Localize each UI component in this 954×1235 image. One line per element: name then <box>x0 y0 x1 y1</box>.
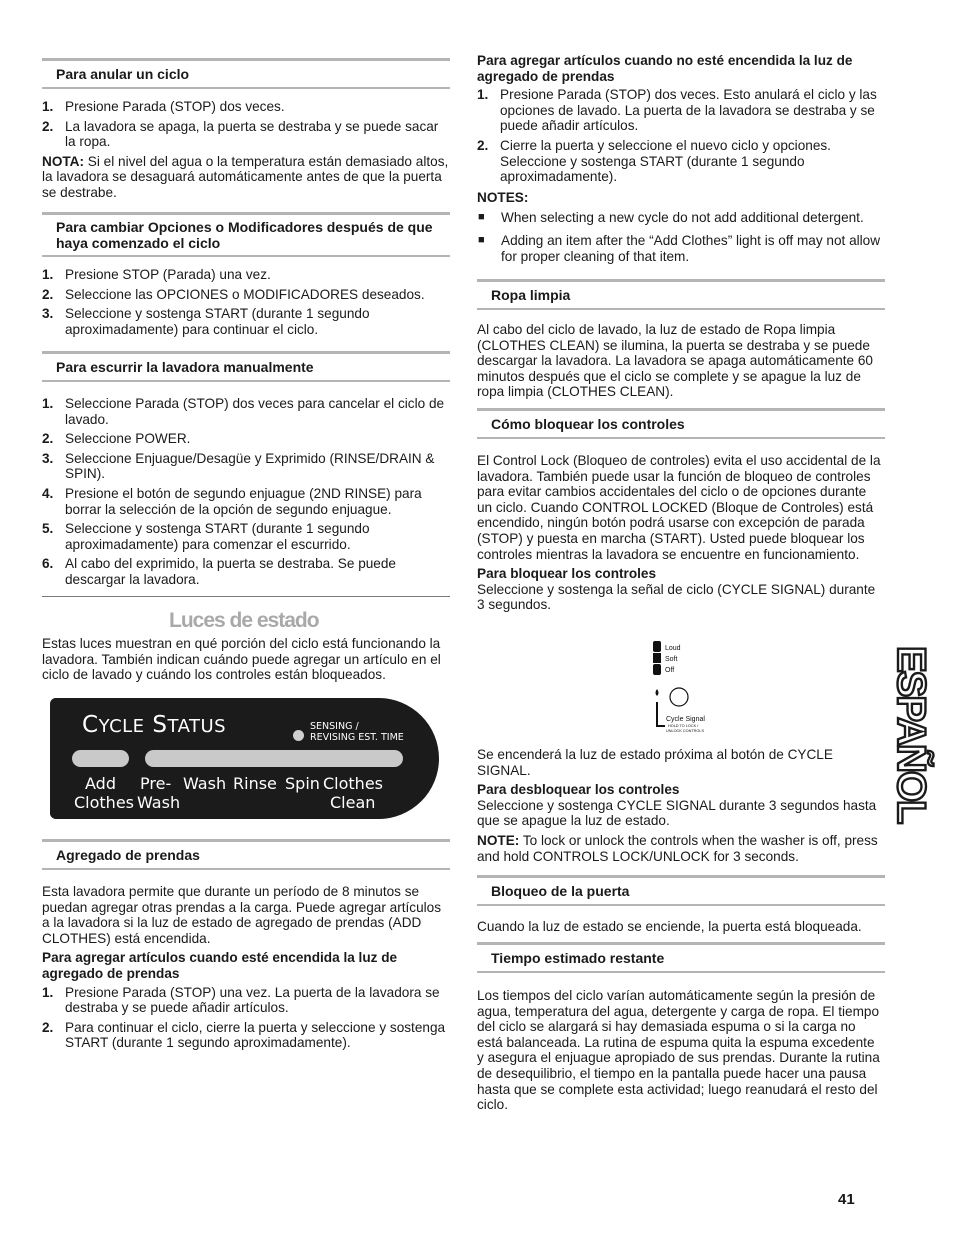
list-item: 1. Presione Parada (STOP) una vez. La puerta de la lavadora se destraba y se puede añadir artículos. <box>42 984 440 1016</box>
section-ropa <box>477 279 885 400</box>
label-clean: Clean <box>330 793 376 812</box>
list-item: 1. Seleccione Parada (STOP) dos veces para cancelar el ciclo de lavado. <box>42 396 445 427</box>
bloquear-sub1: Para bloquear los controles <box>477 566 657 582</box>
list-item: 1. Presione Parada (STOP) dos veces. <box>42 99 285 114</box>
section-title-anular: Para anular un ciclo <box>42 58 450 89</box>
cycle-status-title: CYCLE STATUS <box>82 712 227 738</box>
bloquear-note: NOTE: To lock or unlock the controls when the washer is off, press and hold CONTROLS LOCK/UNLOCK for 3 seconds. <box>477 832 878 864</box>
note-anular: NOTA: Si el nivel del agua o la temperatura están demasiado altos, la lavadora se desaguará automáticamente antes de que la puerta se destrabe. <box>42 153 449 200</box>
section-luces <box>42 596 450 683</box>
bloquear-text: El Control Lock (Bloqueo de controles) evita el uso accidental de la lavadora. También puede usar la función de bloqueo de controles para evitar cambios accidentales del ciclo o de opciones durante un ciclo. Cuando CONTROL LOCKED (Bloque de Controles) está encendido, ningún botón podrá usarse con excepción de parada (STOP) y puesta en marcha (START). Usted puede bloquear los controles mientras la lavadora se encuentre en funcionamiento. <box>477 453 881 562</box>
list-anular <box>42 99 450 150</box>
list-item: ■ When selecting a new cycle do not add additional detergent. <box>478 210 864 226</box>
list-item: 3. Seleccione y sostenga START (durante 1 segundo aproximadamente) para continuar el ciclo. <box>42 306 370 337</box>
section-title-escurrir: Para escurrir la lavadora manualmente <box>42 351 450 382</box>
cycle-progress-light <box>145 750 403 767</box>
section-title-agregado: Agregado de prendas <box>42 839 450 870</box>
bracket-line-icon <box>657 702 665 726</box>
label-add: Add <box>85 774 116 793</box>
add-clothes-light <box>72 750 129 767</box>
section-title-tiempo: Tiempo estimado restante <box>477 942 885 973</box>
list-item: 3. Seleccione Enjuague/Desagüe y Exprimido (RINSE/DRAIN & SPIN). <box>42 450 435 482</box>
cycle-signal-button-icon <box>670 688 688 706</box>
section-puerta <box>477 875 885 935</box>
espanol-tab-label: ESPAÑOL <box>889 646 933 823</box>
list-item: 6. Al cabo del exprimido, la puerta se destraba. Se puede descargar la lavadora. <box>42 556 396 587</box>
section-title-cambiar: Para cambiar Opciones o Modificadores después de que haya comenzado el ciclo <box>42 212 450 257</box>
notes-label: NOTES: <box>477 189 529 205</box>
list-item: 1. Presione Parada (STOP) dos veces. Esto anulará el ciclo y las opciones de lavado. La puerta de la lavadora se destraba y se puede añadir artículos. <box>477 87 877 134</box>
label-prewash: Wash <box>137 793 181 812</box>
hold-lock-label: HOLD TO LOCK / <box>668 724 699 728</box>
soft-indicator-icon <box>653 653 661 663</box>
label-wash: Wash <box>183 774 227 793</box>
sensing-label: SENSING / REVISING EST. TIME <box>310 721 404 743</box>
sensing-indicator-icon <box>293 730 304 741</box>
no-encendida-subhead: Para agregar artículos cuando no esté encendida la luz de agregado de prendas <box>477 53 853 84</box>
section-after-figure <box>477 747 885 864</box>
label-pre: Pre- <box>140 774 172 793</box>
agregado-text: Esta lavadora permite que durante un período de 8 minutos se puedan agregar otras prendas a la carga. Puede agregar artículos a la lavadora si la luz de estado de agregado de prendas (ADD CLOTHES) está encendida. <box>42 884 442 946</box>
list-no-encendida <box>477 87 885 185</box>
label-clothes-clean: Clothes <box>323 774 383 793</box>
puerta-text: Cuando la luz de estado se enciende, la puerta está bloqueada. <box>477 919 862 934</box>
cycle-signal-label: Cycle Signal <box>666 716 705 723</box>
list-item: 2. Seleccione las OPCIONES o MODIFICADORES deseados. <box>42 286 425 302</box>
bloquear-sub2-text: Seleccione y sostenga CYCLE SIGNAL durante 3 segundos hasta que se apague la luz de estado. <box>477 797 877 829</box>
label-rinse: Rinse <box>233 774 277 793</box>
section-title-luces: Luces de estado <box>169 609 319 632</box>
list-item: 4. Presione el botón de segundo enjuague (2ND RINSE) para borrar la selección de la opción de segundo enjuague. <box>42 485 422 517</box>
page-number: 41 <box>838 1191 855 1208</box>
list-item: 2. La lavadora se apaga, la puerta se destraba y se puede sacar la ropa. <box>42 118 439 150</box>
square-bullet-icon: ■ <box>478 211 485 224</box>
label-clothes: Clothes <box>74 793 134 812</box>
list-item: 2. Seleccione POWER. <box>42 431 191 447</box>
after-figure-text: Se encenderá la luz de estado próxima al botón de CYCLE SIGNAL. <box>477 747 833 778</box>
list-agregado <box>42 985 450 1051</box>
off-label: Off <box>665 667 675 674</box>
section-escurrir <box>42 351 450 588</box>
loud-label: Loud <box>665 645 681 652</box>
cycle-signal-figure <box>650 640 720 735</box>
tiempo-text: Los tiempos del ciclo varían automáticamente según la presión de agua, temperatura del agua, detergente y carga de ropa. El tiempo del ciclo se alargará si hay demasiada espuma o si la carga no está balanceada. La rutina de espuma quita la espuma excedente y asegura el enjuague apropiado de sus prendas. Durante la rutina de desequilibrio, el tiempo en la pantalla puede hacer una pausa hasta que se complete esta actividad; luego reanudará el resto del ciclo. <box>477 988 880 1113</box>
bloquear-sub1-text: Seleccione y sostenga la señal de ciclo (CYCLE SIGNAL) durante 3 segundos. <box>477 581 876 613</box>
section-anular <box>42 58 450 201</box>
language-side-tab <box>889 646 933 836</box>
list-item: 5. Seleccione y sostenga START (durante 1 segundo aproximadamente) para comenzar el escurrido. <box>42 521 370 552</box>
unlock-controls-label: UNLOCK CONTROLS <box>666 729 704 733</box>
bloquear-sub2: Para desbloquear los controles <box>477 782 680 798</box>
status-light-icon <box>656 689 659 696</box>
loud-indicator-icon <box>653 641 661 652</box>
square-bullet-icon: ■ <box>478 233 485 246</box>
list-item: 2. Cierre la puerta y seleccione el nuevo ciclo y opciones. Seleccione y sostenga START (durante 1 segundo aproximadamente). <box>477 137 831 185</box>
section-cambiar <box>42 212 450 337</box>
ropa-text: Al cabo del ciclo de lavado, la luz de estado de Ropa limpia (CLOTHES CLEAN) se ilumina, la puerta se destraba y se puede descargar la lavadora. La lavadora se apaga automáticamente 60 minutos después que el ciclo se complete y se apague la luz de ropa limpia (CLOTHES CLEAN). <box>477 322 873 400</box>
list-item: 2. Para continuar el ciclo, cierre la puerta y seleccione y sostenga START (durante 1 segundo aproximadamente). <box>42 1019 446 1051</box>
section-no-encendida <box>477 53 885 264</box>
soft-label: Soft <box>665 656 678 663</box>
list-item: 1. Presione STOP (Parada) una vez. <box>42 267 271 282</box>
list-cambiar <box>42 267 450 337</box>
off-indicator-icon <box>653 664 661 675</box>
cycle-status-panel <box>50 698 439 819</box>
agregado-subhead: Para agregar artículos cuando esté encendida la luz de agregado de prendas <box>42 950 398 981</box>
section-title-bloquear: Cómo bloquear los controles <box>477 408 885 439</box>
section-bloquear <box>477 408 885 613</box>
notes-list <box>477 210 885 264</box>
section-agregado <box>42 839 450 1051</box>
list-item: ■ Adding an item after the “Add Clothes” light is off may not allow for proper cleaning of that item. <box>478 232 881 264</box>
section-title-puerta: Bloqueo de la puerta <box>477 875 885 906</box>
luces-text: Estas luces muestran en qué porción del ciclo está funcionando la lavadora. También indican cuándo puede agregar un artículo en el ciclo de lavado y cuándo los controles están bloqueados. <box>42 636 441 683</box>
label-spin: Spin <box>285 774 320 793</box>
section-tiempo <box>477 942 885 1113</box>
list-escurrir <box>42 396 450 588</box>
section-title-ropa: Ropa limpia <box>477 279 885 310</box>
